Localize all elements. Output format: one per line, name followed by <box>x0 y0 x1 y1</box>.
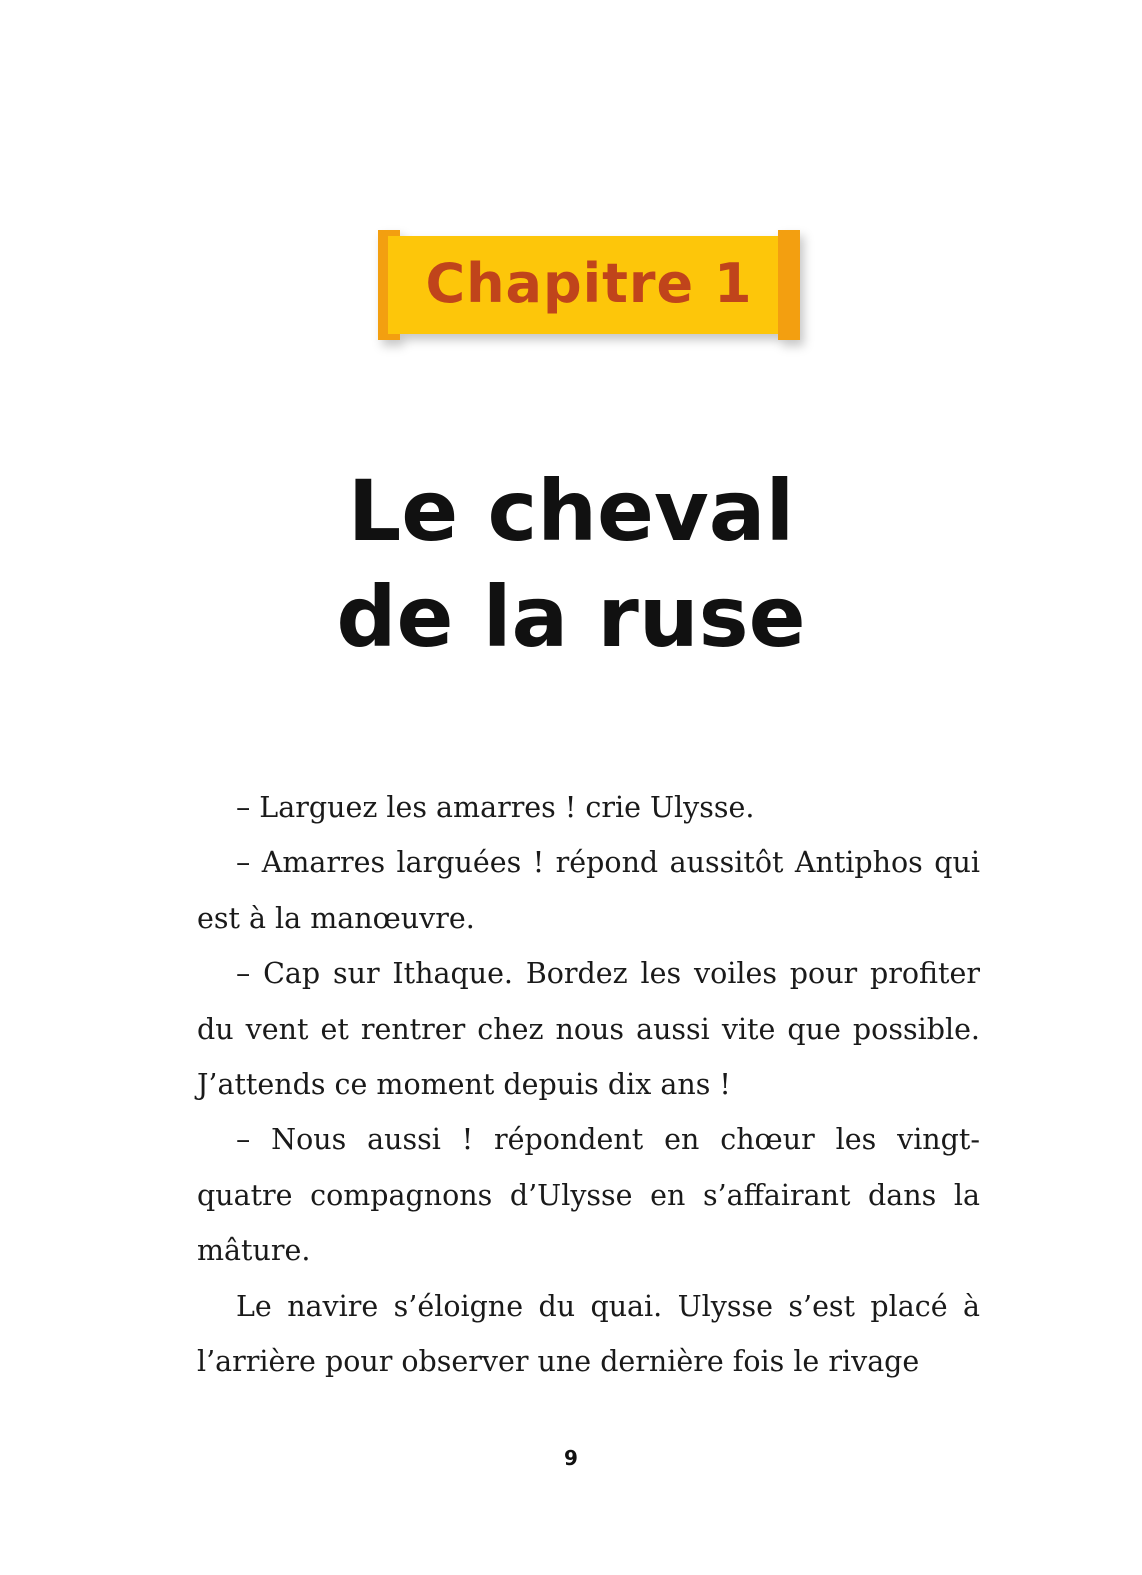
page-number: 9 <box>564 1446 578 1470</box>
paragraph: – Amarres larguées ! répond aussitôt Antiphos qui est à la manœuvre. <box>197 846 980 935</box>
paragraph: – Cap sur Ithaque. Bordez les voiles pour profiter du vent et rentrer chez nous aussi vite que possible. J’attends ce moment depuis dix ans ! <box>197 957 980 1102</box>
paragraph: – Nous aussi ! répondent en chœur les vingt-quatre compagnons d’Ulysse en s’affairant dans la mâture. <box>197 1123 980 1268</box>
chapter-title-line-1: Le cheval <box>347 462 795 560</box>
chapter-label: Chapitre 1 <box>425 252 753 315</box>
chapter-banner <box>378 230 800 340</box>
paragraph: – Larguez les amarres ! crie Ulysse. <box>236 791 755 824</box>
chapter-title <box>0 458 1142 670</box>
chapter-title-line-2: de la ruse <box>336 568 806 666</box>
body-text <box>197 780 980 1389</box>
paragraph: Le navire s’éloigne du quai. Ulysse s’est placé à l’arrière pour observer une dernière fois le rivage <box>197 1289 980 1379</box>
